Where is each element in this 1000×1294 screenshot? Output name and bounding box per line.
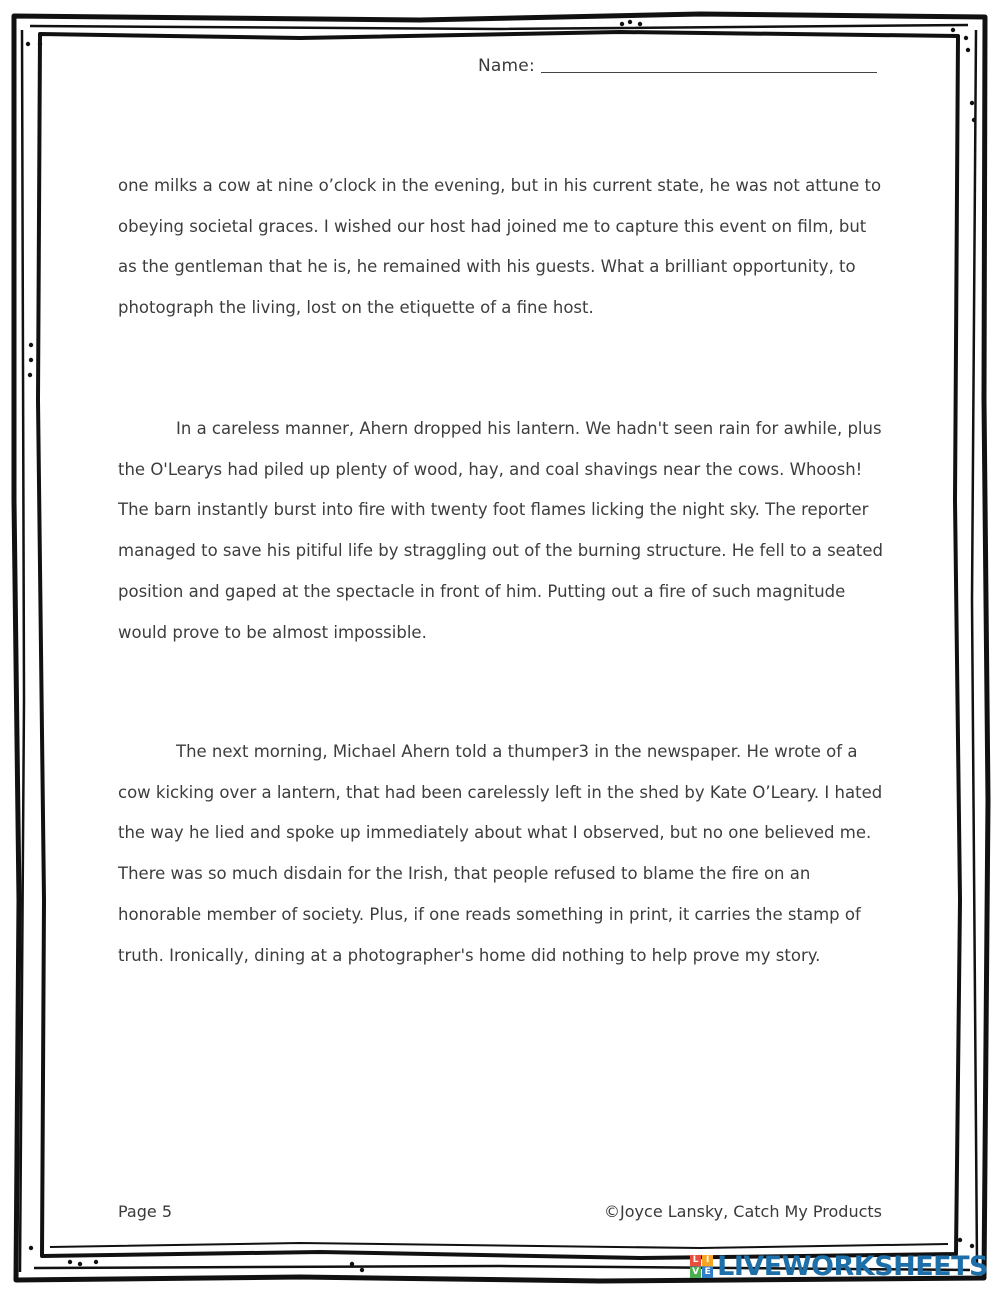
paragraph-3: The next morning, Michael Ahern told a thumper3 in the newspaper. He wrote of a cow kicking over a lantern, that had been carelessly left in the shed by Kate O’Leary. I hated the way he lied and spoke up immediately about what I observed, but no one believed me. There was so much disdain for the Irish, that people refused to blame the fire on an honorable member of society. Plus, if one reads something in print, it carries the stamp of truth. Ironically, dining at a photographer's home did nothing to help prove my story. <box>118 742 883 965</box>
logo-letter-i: I <box>702 1255 713 1266</box>
copyright-notice: ©Joyce Lansky, Catch My Products <box>604 1202 882 1221</box>
paragraph-2: In a careless manner, Ahern dropped his lantern. We hadn't seen rain for awhile, plus the O'Learys had piled up plenty of wood, hay, and coal shavings near the cows. Whoosh! The barn instantly burst into fire with twenty foot flames licking the night sky. The reporter managed to save his pitiful life by straggling out of the burning structure. He fell to a seated position and gaped at the spectacle in front of him. Putting out a fire of such magnitude would prove to be almost impossible. <box>118 419 884 642</box>
liveworksheets-icon <box>690 1255 713 1278</box>
paragraph-1: one milks a cow at nine o’clock in the evening, but in his current state, he was not attune to obeying societal graces. I wished our host had joined me to capture this event on film, but as the gentleman that he is, he remained with his guests. What a brilliant opportunity, to photograph the living, lost on the etiquette of a fine host. <box>118 176 882 318</box>
liveworksheets-wordmark: LIVEWORKSHEETS <box>717 1251 988 1282</box>
liveworksheets-logo <box>690 1251 988 1282</box>
logo-letter-v: V <box>690 1267 701 1278</box>
name-label: Name: <box>478 56 535 76</box>
name-field <box>478 56 877 76</box>
logo-letter-e: E <box>702 1267 713 1278</box>
page-number: Page 5 <box>118 1202 172 1221</box>
name-blank-line[interactable] <box>541 72 877 73</box>
logo-letter-l: L <box>690 1255 701 1266</box>
